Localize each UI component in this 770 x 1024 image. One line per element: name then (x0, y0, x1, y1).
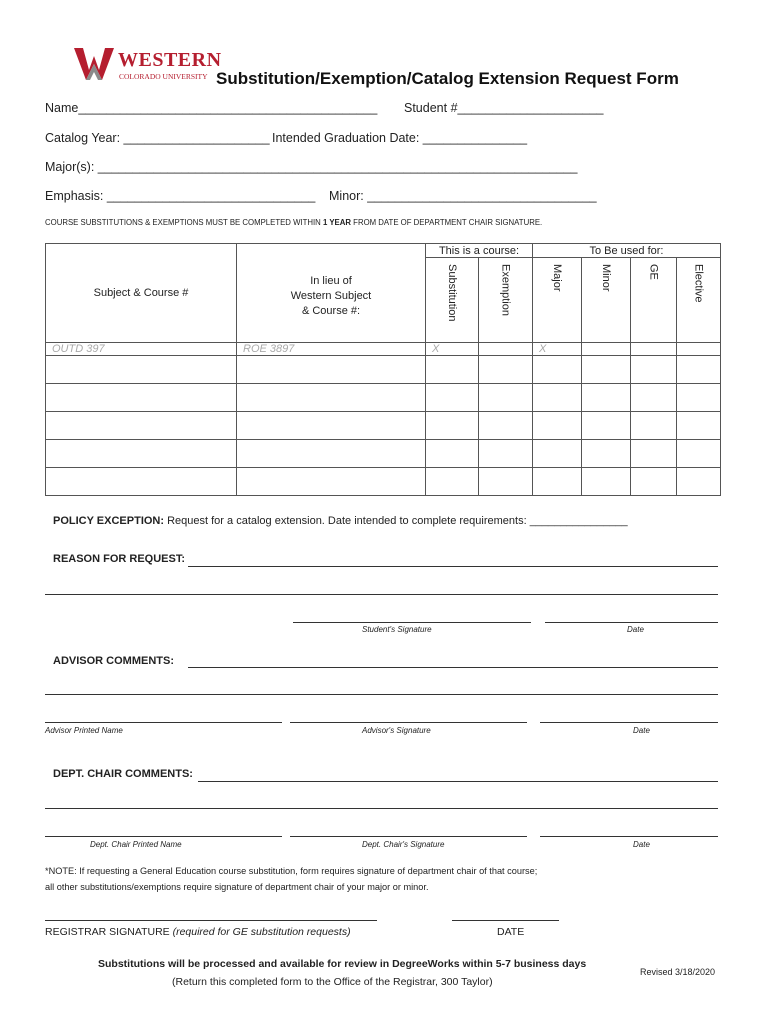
table-row[interactable] (46, 440, 721, 468)
advisor-line-2[interactable] (45, 694, 718, 695)
chair-line-2[interactable] (45, 808, 718, 809)
course-type-group-header: This is a course: (426, 244, 533, 258)
student-date-line[interactable] (545, 622, 718, 623)
registrar-signature-label: REGISTRAR SIGNATURE (required for GE substitution requests) (45, 926, 351, 938)
table-row-example: OUTD 397 ROE 3897 X X (46, 343, 721, 356)
logo-main-text: WESTERN (118, 49, 222, 71)
name-field[interactable]: Name___________________________________________ (45, 101, 378, 115)
catalog-year-field[interactable]: Catalog Year: _____________________ (45, 131, 270, 145)
reason-line-1[interactable] (188, 566, 718, 567)
elective-header: Elective (677, 258, 721, 343)
chair-line-1[interactable] (198, 781, 718, 782)
return-notice: (Return this completed form to the Office of the Registrar, 300 Taylor) (172, 976, 493, 988)
student-date-label: Date (627, 625, 644, 634)
table-row[interactable] (46, 468, 721, 496)
chair-date-label: Date (633, 840, 650, 849)
student-signature-label: Student's Signature (362, 625, 432, 634)
exemption-header: Exemption (479, 258, 533, 343)
advisor-comments-label: ADVISOR COMMENTS: (53, 655, 174, 667)
registrar-date-line[interactable] (452, 920, 559, 921)
major-header: Major (533, 258, 582, 343)
course-table (45, 243, 721, 496)
table-row[interactable] (46, 412, 721, 440)
in-lieu-header: In lieu of Western Subject & Course #: (237, 244, 426, 343)
majors-field[interactable]: Major(s): _____________________________________________________________________ (45, 160, 578, 174)
registrar-date-label: DATE (497, 926, 525, 938)
table-row[interactable] (46, 384, 721, 412)
ge-header: GE (631, 258, 677, 343)
table-row[interactable] (46, 356, 721, 384)
advisor-date-line[interactable] (540, 722, 718, 723)
substitution-header: Substitution (426, 258, 479, 343)
chair-printed-name-label: Dept. Chair Printed Name (90, 840, 182, 849)
used-for-group-header: To Be used for: (533, 244, 721, 258)
advisor-line-1[interactable] (188, 667, 718, 668)
advisor-printed-name-label: Advisor Printed Name (45, 726, 123, 735)
logo (74, 46, 222, 86)
logo-sub-text: COLORADO UNIVERSITY (119, 72, 208, 81)
advisor-signature-line[interactable] (290, 722, 527, 723)
minor-header: Minor (582, 258, 631, 343)
deadline-notice: COURSE SUBSTITUTIONS & EXEMPTIONS MUST BE COMPLETED WITHIN 1 YEAR FROM DATE OF DEPARTMENT CHAIR SIGNATURE. (45, 218, 543, 227)
reason-line-2[interactable] (45, 594, 718, 595)
processing-notice: Substitutions will be processed and available for review in DegreeWorks within 5-7 business days (98, 958, 587, 970)
advisor-date-label: Date (633, 726, 650, 735)
advisor-signature-label: Advisor's Signature (362, 726, 431, 735)
student-signature-line[interactable] (293, 622, 531, 623)
registrar-signature-line[interactable] (45, 920, 377, 921)
policy-exception[interactable]: POLICY EXCEPTION: Request for a catalog extension. Date intended to complete requirements: ________________ (53, 515, 628, 527)
minor-field[interactable]: Minor: _________________________________ (329, 189, 597, 203)
chair-comments-label: DEPT. CHAIR COMMENTS: (53, 768, 193, 780)
note-line-1: *NOTE: If requesting a General Education course substitution, form requires signature of department chair of that course; (45, 866, 538, 876)
student-number-field[interactable]: Student #_____________________ (404, 101, 604, 115)
graduation-date-field[interactable]: Intended Graduation Date: _______________ (272, 131, 528, 145)
advisor-printed-name-line[interactable] (45, 722, 282, 723)
chair-signature-label: Dept. Chair's Signature (362, 840, 445, 849)
chair-signature-line[interactable] (290, 836, 527, 837)
form-title: Substitution/Exemption/Catalog Extension Request Form (216, 69, 679, 88)
note-line-2: all other substitutions/exemptions require signature of department chair of your major or minor. (45, 882, 429, 892)
chair-date-line[interactable] (540, 836, 718, 837)
western-w-logo-icon (74, 46, 114, 82)
chair-printed-name-line[interactable] (45, 836, 282, 837)
emphasis-field[interactable]: Emphasis: ______________________________ (45, 189, 316, 203)
reason-label: REASON FOR REQUEST: (53, 553, 186, 565)
subject-course-header: Subject & Course # (46, 244, 237, 343)
revised-date: Revised 3/18/2020 (640, 967, 716, 977)
